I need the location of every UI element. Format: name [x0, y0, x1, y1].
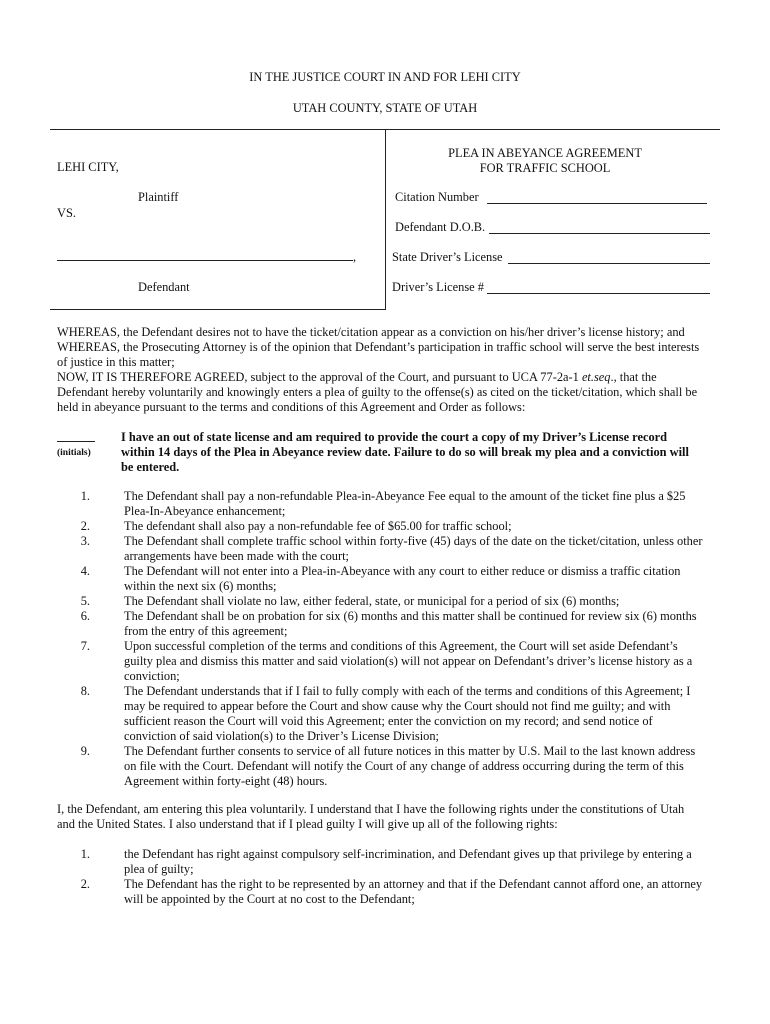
term-number: 9.: [80, 744, 90, 758]
state-license-field[interactable]: [508, 263, 710, 264]
whereas-line2: WHEREAS, the Prosecuting Attorney is of the opinion that Defendant’s participation in traffic school will serve the best interests: [57, 340, 700, 354]
court-heading: IN THE JUSTICE COURT IN AND FOR LEHI CITY: [249, 70, 521, 84]
out-of-state-notice-line3: be entered.: [121, 460, 180, 474]
citation-number-label: Citation Number: [395, 190, 479, 204]
initials-label: (initials): [57, 448, 91, 458]
license-number-field[interactable]: [487, 293, 710, 294]
whereas-line5: Defendant hereby voluntarily and knowingly enters a plea of guilty to the offense(s) as cited on the ticket/citation, which shall be: [57, 385, 698, 399]
term-text: sufficient reason the Court will void this Agreement; enter the conviction on my record; and send notice of: [124, 714, 653, 728]
term-number: 2.: [80, 519, 90, 533]
citation-number-field[interactable]: [487, 203, 707, 204]
agreement-title-line2: FOR TRAFFIC SCHOOL: [479, 161, 611, 175]
term-text: The Defendant shall complete traffic school within forty-five (45) days of the date on the ticket/citation, unless other: [124, 534, 703, 548]
term-text: The Defendant further consents to service of all future notices in this matter by U.S. Mail to the last known address: [124, 744, 696, 758]
rights-intro-line1: I, the Defendant, am entering this plea voluntarily. I understand that I have the following rights under the constitutions of Utah: [57, 802, 685, 816]
agreed-line: NOW, IT IS THEREFORE AGREED, subject to the approval of the Court, and pursuant to UCA 77-2a-1 et.seq., that the: [57, 370, 657, 384]
rights-intro-line2: and the United States. I also understand that if I plead guilty I will give up all of the following rights:: [57, 817, 558, 831]
et-seq: et.seq: [581, 370, 611, 384]
term-text: Agreement within forty-eight (48) hours.: [124, 774, 328, 788]
dob-field[interactable]: [489, 233, 710, 234]
right-number: 1.: [80, 847, 90, 861]
term-text: The Defendant will not enter into a Plea-in-Abeyance with any court to either reduce or dismiss a traffic citation: [124, 564, 681, 578]
term-text: Upon successful completion of the terms and conditions of this Agreement, the Court will set aside Defendant’s: [124, 639, 678, 653]
dob-label: Defendant D.O.B.: [395, 220, 486, 234]
term-text: within the next six (6) months;: [124, 579, 277, 593]
right-text: The Defendant has the right to be represented by an attorney and that if the Defendant cannot afford one, an attorney: [124, 877, 703, 891]
term-number: 3.: [80, 534, 90, 548]
defendant-label: Defendant: [138, 280, 190, 294]
whereas-line1: WHEREAS, the Defendant desires not to have the ticket/citation appear as a conviction on his/her driver’s license history; and: [57, 325, 685, 339]
whereas-line3: of justice in this matter;: [57, 355, 175, 369]
term-number: 6.: [80, 609, 90, 623]
caption-divider: [385, 129, 386, 310]
term-number: 5.: [80, 594, 90, 608]
term-text: conviction;: [124, 669, 180, 683]
term-text: The Defendant shall pay a non-refundable Plea-in-Abeyance Fee equal to the amount of the ticket fine plus a $25: [124, 489, 686, 503]
term-text: conviction of said violation(s) to the Driver’s License Division;: [124, 729, 439, 743]
out-of-state-notice-line1: I have an out of state license and am required to provide the court a copy of my Driver’s License record: [121, 430, 668, 444]
term-text: The Defendant understands that if I fail to fully comply with each of the terms and conditions of this Agreement; I: [124, 684, 691, 698]
right-text: the Defendant has right against compulsory self-incrimination, and Defendant gives up that privilege by entering a: [124, 847, 692, 861]
term-number: 7.: [80, 639, 90, 653]
right-number: 2.: [80, 877, 90, 891]
term-text: arrangements have been made with the court;: [124, 549, 350, 563]
plaintiff-name: LEHI CITY,: [57, 160, 119, 174]
term-text: The Defendant shall violate no law, either federal, state, or municipal for a period of six (6) months;: [124, 594, 620, 608]
defendant-comma: ,: [353, 250, 357, 264]
term-number: 4.: [80, 564, 90, 578]
state-license-label: State Driver’s License: [392, 250, 503, 264]
term-text: The defendant shall also pay a non-refundable fee of $65.00 for traffic school;: [124, 519, 512, 533]
agreement-title-line1: PLEA IN ABEYANCE AGREEMENT: [448, 146, 642, 160]
plaintiff-label: Plaintiff: [138, 190, 179, 204]
term-number: 8.: [80, 684, 90, 698]
term-text: from the entry of this agreement;: [124, 624, 288, 638]
term-text: may be required to appear before the Court and show cause why the Court should not find me guilty; and with: [124, 699, 671, 713]
whereas-line6: held in abeyance pursuant to the terms and conditions of this Agreement and Order as follows:: [57, 400, 526, 414]
versus-label: VS.: [57, 206, 76, 220]
term-text: on file with the Court. Defendant will notify the Court of any change of address occurring during the term of this: [124, 759, 684, 773]
term-text: guilty plea and dismiss this matter and said violation(s) will not appear on Defendant’s driver’s license history as a: [124, 654, 693, 668]
license-number-label: Driver’s License #: [392, 280, 484, 294]
term-text: The Defendant shall be on probation for six (6) months and this matter shall be continued for review six (6) months: [124, 609, 697, 623]
term-number: 1.: [80, 489, 90, 503]
term-text: Plea-In-Abeyance enhancement;: [124, 504, 286, 518]
county-heading: UTAH COUNTY, STATE OF UTAH: [292, 101, 478, 115]
out-of-state-notice-line2: within 14 days of the Plea in Abeyance review date. Failure to do so will break my plea and a conviction will: [121, 445, 689, 459]
caption-bottom-rule: [50, 309, 386, 310]
right-text: will be appointed by the Court at no cost to the Defendant;: [124, 892, 415, 906]
initials-line[interactable]: [57, 441, 95, 442]
right-text: plea of guilty;: [124, 862, 194, 876]
defendant-name-line[interactable]: [57, 260, 353, 261]
